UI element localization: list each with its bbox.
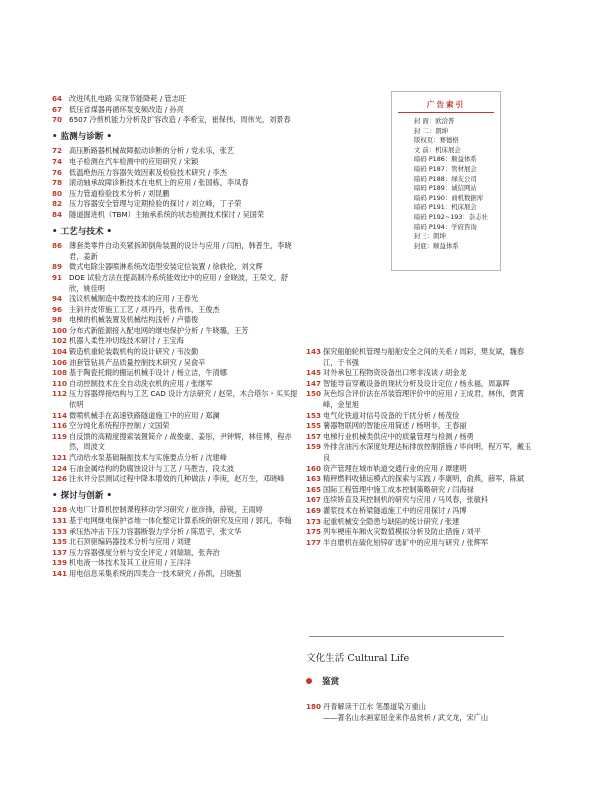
toc-entry (52, 558, 298, 569)
left-column (52, 94, 298, 580)
toc-entry (52, 157, 298, 168)
toc-page-number: 82 (52, 199, 63, 209)
ad-index-title: 广告索引 (398, 99, 494, 113)
toc-entry-title: 隧道掘进机（TBM）主轴承系统的状态检测技术探讨 / 吴国荣 (69, 209, 265, 219)
toc-page-number: 64 (52, 94, 63, 103)
toc-page-number: 96 (52, 304, 63, 314)
toc-entry (52, 94, 298, 105)
toc-entry (52, 146, 298, 157)
culture-entries (306, 702, 538, 723)
toc-page-number: 147 (306, 378, 322, 388)
toc-entry (306, 702, 538, 713)
section-heading (52, 227, 298, 238)
toc-page-number: 131 (52, 515, 68, 525)
toc-page-number: 141 (52, 568, 68, 578)
toc-entry-title: 灌浆技术在桥梁隧道施工中的应用探讨 / 冯博 (323, 505, 467, 515)
toc-page-number: 116 (52, 421, 68, 431)
section-heading-label: 工艺与技术 (60, 226, 104, 237)
section-heading (52, 491, 298, 502)
toc-entry-title: 滚动轴承故障诊断技术在电机上的应用 / 张国栋，李凤春 (69, 178, 249, 188)
ad-index-item: 暗码 P191：机床展会 (414, 203, 477, 212)
toc-entry (52, 527, 298, 538)
toc-entry-title: 基于陶瓷托辊的搬运机械手设计 / 杨立洁，牛清娜 (69, 368, 227, 378)
toc-entry-title: DOE 试验方法在提高制冷系统能效比中的应用 / 金晓波，王荣文，舒欣，姚佳明 (69, 272, 289, 293)
toc-entry (52, 199, 298, 210)
toc-entry (306, 368, 538, 379)
section-divider (309, 636, 504, 637)
toc-entry (306, 347, 538, 368)
toc-page-number: 167 (306, 495, 322, 505)
bullet-dot-icon (306, 678, 312, 684)
toc-page-number: 86 (52, 241, 63, 251)
toc-entry (52, 432, 298, 453)
right-column (306, 347, 538, 548)
toc-page-number: 160 (306, 463, 322, 473)
bullet-icon: • (106, 226, 112, 237)
toc-entry-title: 电梯行业机械类供应中的质量管理与检测 / 杨勇 (323, 431, 474, 441)
toc-page-number: 80 (52, 188, 63, 198)
toc-entry-title: 对外承包工程物资设备出口寒非浅谈 / 胡金龙 (323, 368, 467, 378)
toc-page-number: 159 (306, 442, 322, 452)
bullet-icon: • (106, 131, 112, 142)
ad-index-item: 暗码 P187：管材展会 (414, 164, 477, 173)
toc-page-number: 72 (52, 146, 63, 156)
toc-entry (52, 294, 298, 305)
section-heading (52, 132, 298, 143)
toc-page-number: 139 (52, 558, 68, 568)
toc-entry (52, 189, 298, 200)
ad-index-item: 封 面：欧洽普 (414, 117, 455, 125)
toc-entry-title: 压力容器强度分析与安全评定 / 刘瑞瑞，张奔治 (69, 547, 220, 557)
toc-page-number: 173 (306, 516, 322, 526)
toc-page-number: 98 (52, 315, 63, 325)
toc-entry-title: 起重机械安全隐患与缺陷的统计研究 / 张建 (323, 516, 460, 526)
toc-page-number: 157 (306, 431, 322, 441)
toc-entry (52, 389, 298, 410)
toc-page-number: 110 (52, 378, 68, 388)
ad-index-item: 暗码 P194：学府咨询 (414, 222, 477, 231)
toc-entry-title: 外排含油污水深度处理达标排放控制措施 / 毕向明，程万军，戴玉良 (323, 442, 532, 462)
toc-entry (52, 115, 298, 126)
toc-entry-title: 电子检测在汽车检测中的应用研究 / 宋颖 (69, 156, 199, 166)
toc-entry-title: 列车梗座车厢火灾数值模拟分析及防止措施 / 刘平 (323, 527, 481, 537)
toc-entry (52, 537, 298, 548)
toc-page-number: 153 (306, 410, 322, 420)
toc-page-number: 163 (306, 474, 322, 484)
toc-entry-title: 国际工程管理中施工成本控制策略研究 / 闫海禄 (323, 484, 474, 494)
toc-entry (306, 506, 538, 517)
bullet-icon: • (106, 490, 112, 501)
toc-page-number: 104 (52, 347, 68, 357)
toc-page-number: 108 (52, 368, 68, 378)
toc-entry (52, 347, 298, 358)
ad-index-item: 版权页：赛德格 (414, 136, 459, 145)
toc-page-number: 143 (306, 347, 322, 356)
toc-entry (52, 411, 298, 422)
toc-page-number: 78 (52, 178, 63, 188)
toc-entry (52, 336, 298, 347)
toc-entry (52, 368, 298, 379)
toc-page-number: 74 (52, 156, 63, 166)
toc-entry (52, 178, 298, 189)
ad-index-item: 封 二：朗坤 (414, 126, 448, 135)
toc-entry-title: 电气化铁道对信号设备的干扰分析 / 杨茂俭 (323, 410, 460, 420)
toc-entry-title: 压力管道检验技术分析 / 刘昆鹏 (69, 188, 170, 198)
toc-page-number: 70 (52, 115, 63, 125)
section-heading-label: 监测与诊断 (60, 131, 104, 142)
toc-entry (52, 379, 298, 390)
toc-entry-title: 自反馈的高精度搜索装置简介 / 战俊豪，姜彤，尹钟辉，林佳博，程亦然，周波文 (69, 431, 292, 452)
toc-entry (52, 569, 298, 580)
toc-page-number: 155 (306, 421, 322, 431)
toc-entry-title: 锻造机重轮装载机构的设计研究 / 韦汝勤 (69, 347, 199, 357)
bullet-icon: • (52, 131, 58, 142)
toc-entry-title: 石油金属结构的防腐蚀设计与工艺 / 马胜吉，段太波 (69, 463, 235, 473)
toc-entry (52, 516, 298, 527)
toc-entry-title: 压力容器焊接结构与工艺 CAD 设计方法研究 / 赵荣，木合塔尔・买买提依明 (69, 389, 298, 410)
culture-subsection-label: 鉴赏 (322, 677, 340, 687)
ad-index-item: 封三：朗坤 (414, 232, 446, 241)
culture-subsection (306, 675, 339, 687)
ad-index-box (391, 91, 501, 271)
toc-entry (306, 379, 538, 390)
toc-page-number: 128 (52, 505, 68, 515)
toc-entry (306, 485, 538, 496)
toc-entry (306, 421, 538, 432)
toc-entry-title: 空分纯化系统程序控制 / 文国荣 (69, 421, 170, 431)
toc-entry-title: 主斜井皮带施工工艺 / 项丹丹，张希伟，王俊杰 (69, 304, 220, 314)
toc-entry-title: 汽动给水泵基础隔振技术与实施要点分析 / 沈建峰 (69, 453, 227, 462)
toc-entry (52, 505, 298, 516)
toc-entry-title: 机电液一体技术及其工业应用 / 王洋洋 (69, 558, 191, 568)
toc-entry-title: 压力容器安全管理与定期检验的探讨 / 刘立峰，丁子荣 (69, 199, 242, 209)
toc-entry (306, 411, 538, 422)
toc-entry-title: 分布式新能源接入配电网的继电保护分析 / 牛晓璐，王芳 (69, 325, 249, 335)
toc-entry (306, 495, 538, 506)
toc-entry (306, 527, 538, 538)
toc-entry (306, 464, 538, 475)
toc-entry-title: 浅议机械制造中数控技术的应用 / 王春光 (69, 294, 199, 304)
section-heading-label: 探讨与创新 (60, 490, 104, 501)
toc-entry (52, 474, 298, 485)
toc-entry-title: 半自磨机在硫化铂锌矿选矿中的应用与研究 / 张辉军 (323, 537, 489, 547)
ad-index-item: 暗码 P189：诚信网站 (414, 184, 477, 193)
toc-page-number: 165 (306, 484, 322, 494)
toc-entry (306, 538, 538, 549)
toc-entry (52, 305, 298, 316)
toc-entry (306, 432, 538, 443)
toc-entry-title: 智能导盲穿戴设备的现状分析及设计定位 / 杨永福，周嘉晖 (323, 378, 510, 388)
toc-page-number: 135 (52, 537, 68, 547)
toc-entry (52, 105, 298, 116)
toc-page-number: 94 (52, 294, 63, 304)
toc-entry (52, 168, 298, 179)
toc-entry (306, 442, 538, 463)
ad-index-item: 暗码 P186：顺益体系 (414, 155, 477, 164)
toc-page-number: 124 (52, 463, 68, 473)
toc-page-number: 114 (52, 410, 68, 420)
toc-entry (52, 241, 298, 262)
toc-entry-title: 资产管理在城市轨道交通行业的应用 / 谭建明 (323, 463, 467, 473)
ad-index-list (392, 117, 500, 251)
toc-entry (52, 421, 298, 432)
bullet-icon: • (52, 490, 58, 501)
toc-entry-title: 油套管钻具产品质量控制技术研究 / 吴俞辛 (69, 357, 206, 367)
toc-entry (52, 210, 298, 221)
toc-entry-title: 连续矫直及其控制机的研究与应用 / 马风春，张敏科 (323, 495, 489, 505)
ad-index-item: 暗码 P192~193：杂志社 (414, 212, 488, 221)
toc-entry (52, 273, 298, 294)
toc-page-number: 91 (52, 272, 63, 282)
toc-page-number: 137 (52, 547, 68, 557)
toc-page-number: 102 (52, 336, 68, 346)
toc-entry-title: 丹青解读干江水 笔墨道染万重山 (323, 702, 426, 711)
toc-entry-title: 薄套类零件自动夹紧拆卸倒角装置的设计与应用 / 闫柏，韩普生，李晓君，姜新 (69, 241, 292, 261)
toc-page-number: 100 (52, 325, 68, 335)
ad-index-item: 暗码 P188：绿友公司 (414, 174, 477, 183)
toc-entry-title: 火电厂计算机控制课程移动学习研究 / 崔彦锋，薛锐，王雨婷 (69, 505, 263, 515)
toc-entry-title: ——著名山水画家屈金来作品赏析 / 武文龙，宋广山 (323, 712, 489, 722)
toc-page-number: 180 (306, 702, 322, 711)
toc-entry (52, 262, 298, 273)
toc-entry-title: 用电信息采集系统的四类合一技术研究 / 孙凯，吕晓强 (69, 568, 242, 578)
toc-page-number: 76 (52, 167, 63, 177)
toc-entry-title: 探究船舶轮机管理与船舶安全之间的关系 / 周彩，樊友斌，魏春江，于书强 (323, 347, 525, 367)
toc-page-number: 150 (306, 389, 322, 399)
toc-entry-title: 高压断路器机械故障振动诊断的分析 / 党永乐，张艺 (69, 146, 235, 156)
toc-page-number: 126 (52, 474, 68, 484)
toc-entry (52, 453, 298, 464)
bullet-icon: • (52, 226, 58, 237)
toc-entry-title: 薯器物联网的智能应用简述 / 杨明非，王春丽 (323, 421, 467, 431)
toc-entry (306, 389, 538, 410)
toc-entry-title: 改进风扎电路 实现节能降耗 / 管志旺 (69, 94, 187, 103)
toc-page-number: 169 (306, 505, 322, 515)
culture-section-title: 文化生活 Cultural Life (306, 653, 410, 664)
toc-entry-title: 微喷机械手在高速铁路隧道施工中的应用 / 郑澜 (69, 410, 220, 420)
toc-page-number: 89 (52, 262, 63, 272)
toc-entry-title: 低温绝热压力容器失效因素及检验技术研究 / 李杰 (69, 167, 227, 177)
toc-entry (52, 358, 298, 369)
toc-entry (52, 315, 298, 326)
toc-entry-title: 电梯的机械装置及机械结构浅析 / 卢德俊 (69, 315, 199, 325)
toc-page-number: 119 (52, 431, 68, 441)
toc-entry-title: 基于电网继电保护省地一体化整定计算系统的研究及应用 / 郭凡，李翰 (69, 515, 292, 525)
toc-entry-title: 北石顶驱编码器技术分析与应用 / 刘建 (69, 537, 191, 547)
ad-index-item: 暗码 P190：商机数据库 (414, 193, 484, 202)
toc-page-number: 112 (52, 389, 68, 399)
toc-page-number: 175 (306, 527, 322, 537)
toc-entry-title: 低压省煤器再循环泵变频改造 / 孙亮 (69, 104, 184, 114)
toc-entry-title: 6507 冷剪机能力分析及扩容改造 / 李希宝，崔保伟，周伟光，刘景春 (69, 115, 291, 125)
toc-entry (306, 713, 538, 724)
toc-entry (306, 517, 538, 528)
ad-index-item: 文 前：机床展会 (414, 145, 461, 154)
toc-page-number: 121 (52, 453, 68, 462)
toc-entry-title: 自动控制技术在全自动洗衣机的应用 / 张继军 (69, 378, 213, 388)
toc-entry-title: 机器人柔性冲切线技术研讨 / 王宝海 (69, 336, 184, 346)
toc-entry (306, 474, 538, 485)
toc-page-number: 133 (52, 526, 68, 536)
toc-page-number (306, 713, 323, 724)
toc-entry-title: 注水井分层测试过程中降本增效的几种做法 / 李庚，赵万生，邓晓峰 (69, 474, 285, 484)
toc-entry-title: 承压热冲击下压力容器断裂力学分析 / 陈思宇，张文华 (69, 526, 242, 536)
toc-entry-title: 灰色综合评价法在吊装管理评价中的应用 / 王成君，林伟，贾霄峰，金星旭 (323, 389, 525, 409)
toc-entry-title: 精秤燃料收储运模式的探索与实践 / 李康明，俞燕，薛军，陈斌 (323, 474, 525, 484)
toc-entry (52, 464, 298, 475)
ad-index-item: 封底：顺益体系 (414, 241, 459, 250)
toc-page-number: 177 (306, 537, 322, 547)
toc-page-number: 106 (52, 357, 68, 367)
toc-entry (52, 326, 298, 337)
toc-entry-title: 微式电除尘器喷淋系统改造型安装定位装置 / 徐轶伦，刘文辉 (69, 262, 263, 272)
toc-page-number: 145 (306, 368, 322, 378)
toc-page-number: 67 (52, 104, 63, 114)
toc-page-number: 84 (52, 209, 63, 219)
toc-entry (52, 548, 298, 559)
